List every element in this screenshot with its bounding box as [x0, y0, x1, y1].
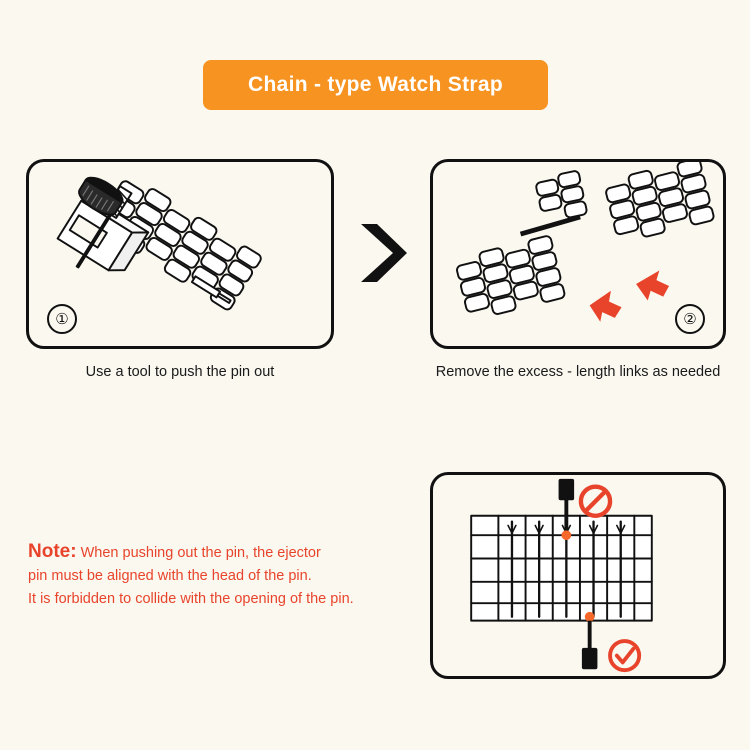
right-chevron-arrow-icon [355, 222, 411, 284]
note-label: Note: [28, 541, 77, 562]
check-circle-icon [610, 641, 639, 670]
page-title: Chain - type Watch Strap [248, 73, 503, 96]
note-line-1: When pushing out the pin, the ejector [80, 545, 321, 561]
note-line-3: It is forbidden to collide with the opening of the pin. [28, 591, 354, 607]
step-1-panel [26, 159, 334, 349]
note-block [28, 540, 418, 611]
step-1-badge: ① [47, 304, 77, 334]
note-illustration-panel [430, 472, 726, 679]
page-title-banner [203, 60, 548, 110]
step-2-panel [430, 159, 726, 349]
red-arrow-icon [590, 270, 669, 321]
step-2-badge: ② [675, 304, 705, 334]
prohibited-icon [581, 487, 610, 516]
step-1-caption: Use a tool to push the pin out [85, 364, 275, 380]
pin-alignment-illustration [433, 475, 723, 676]
step-2-caption: Remove the excess - length links as needed [435, 364, 721, 380]
note-line-2: pin must be aligned with the head of the pin. [28, 568, 312, 584]
